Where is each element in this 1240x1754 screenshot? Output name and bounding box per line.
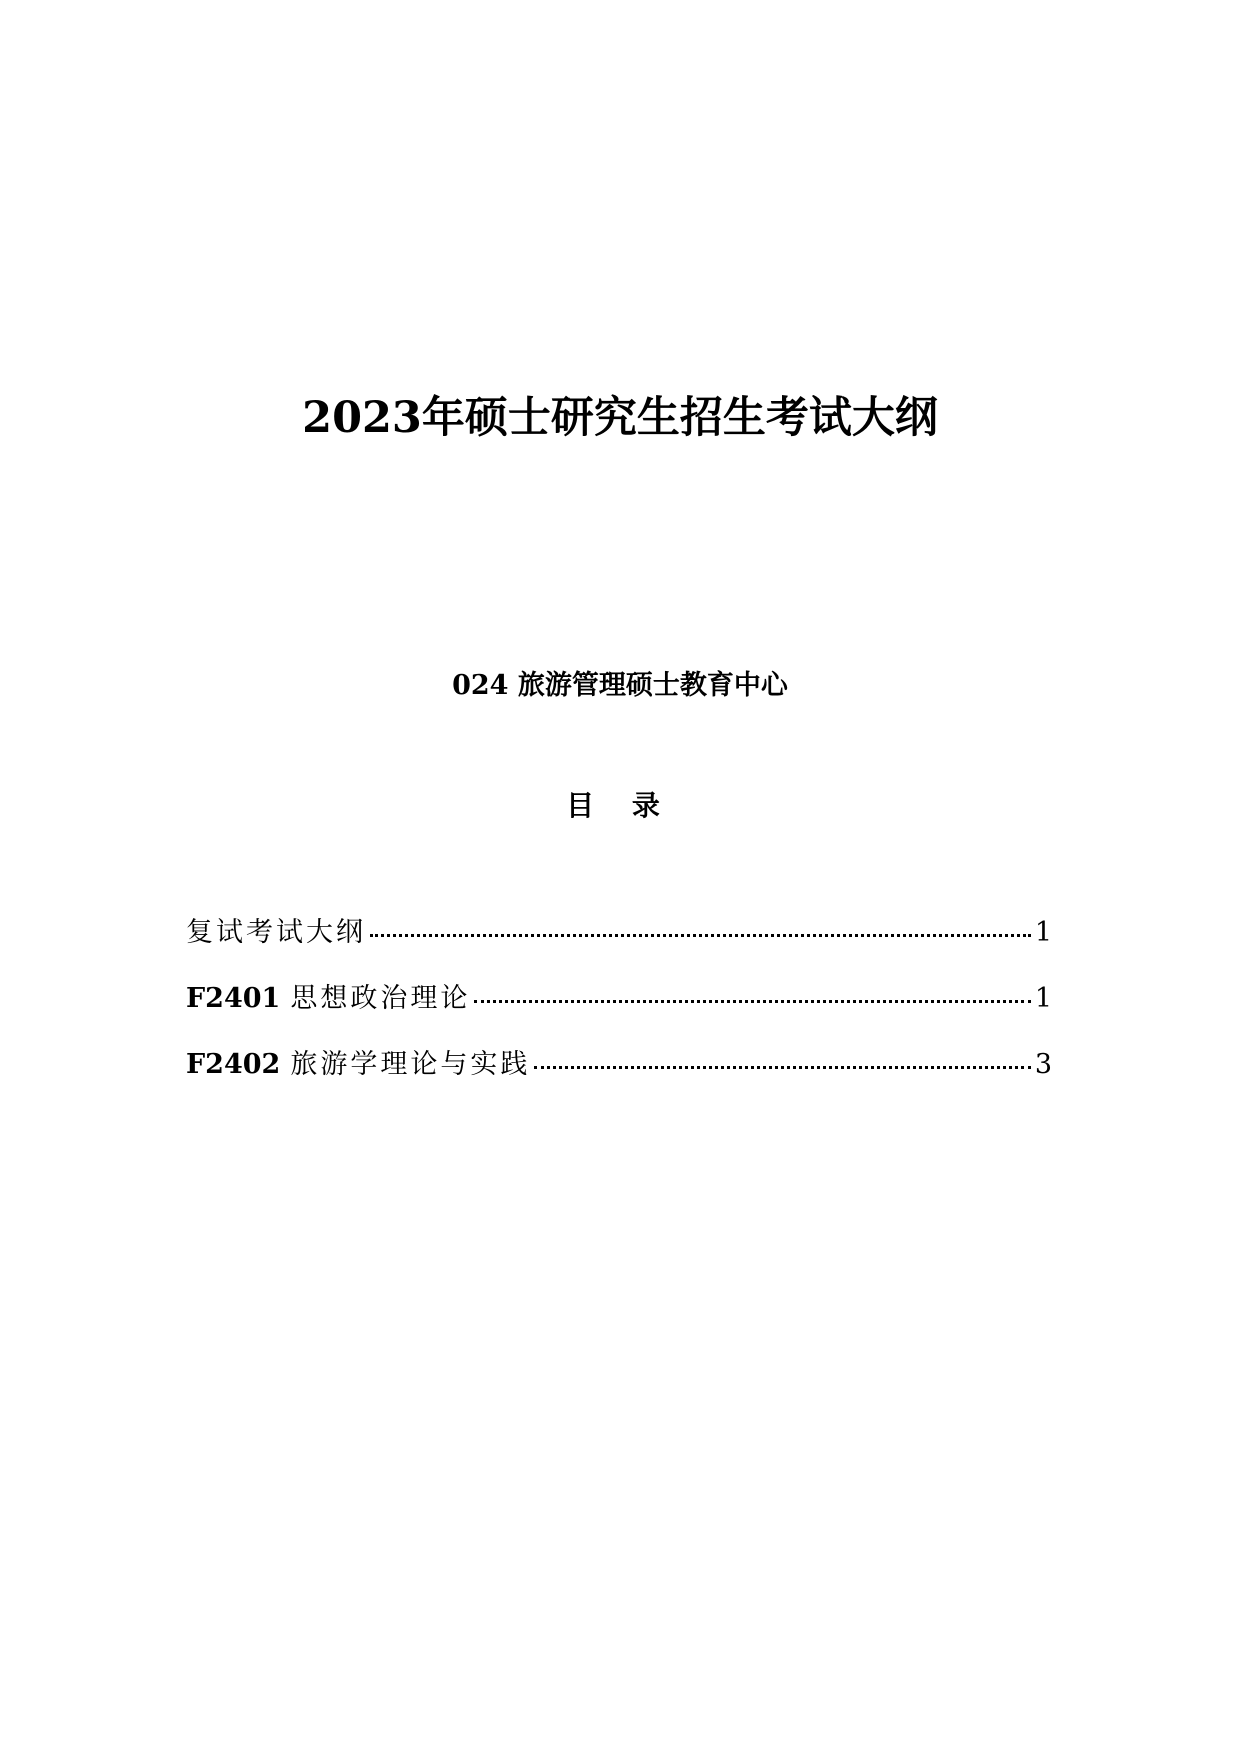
toc-leader-dots (534, 1066, 1030, 1069)
document-title: 2023年硕士研究生招生考试大纲 (302, 393, 938, 443)
toc-entry-label (186, 913, 366, 953)
toc-entry-text: 复试考试大纲 (186, 917, 366, 948)
toc-leader-dots (370, 934, 1031, 937)
department-title: 024 旅游管理硕士教育中心 (452, 670, 788, 701)
toc-entry-page: 1 (1034, 917, 1052, 948)
toc-entry-page: 3 (1034, 1049, 1052, 1080)
toc-entry-text: 旅游学理论与实践 (290, 1049, 531, 1080)
toc-entry-page: 1 (1034, 983, 1052, 1014)
toc-entry-text: 思想政治理论 (290, 983, 471, 1014)
toc-entry-label (186, 979, 470, 1019)
toc-heading: 目 录 (566, 789, 674, 822)
toc-leader-dots (474, 1000, 1030, 1003)
toc-entry-label (186, 1045, 530, 1085)
table-of-contents (186, 913, 1052, 1111)
toc-entry-code: F2401 (186, 983, 281, 1014)
toc-entry[interactable] (186, 1045, 1052, 1111)
toc-entry[interactable] (186, 913, 1052, 979)
toc-entry[interactable] (186, 979, 1052, 1045)
toc-entry-code: F2402 (186, 1049, 281, 1080)
